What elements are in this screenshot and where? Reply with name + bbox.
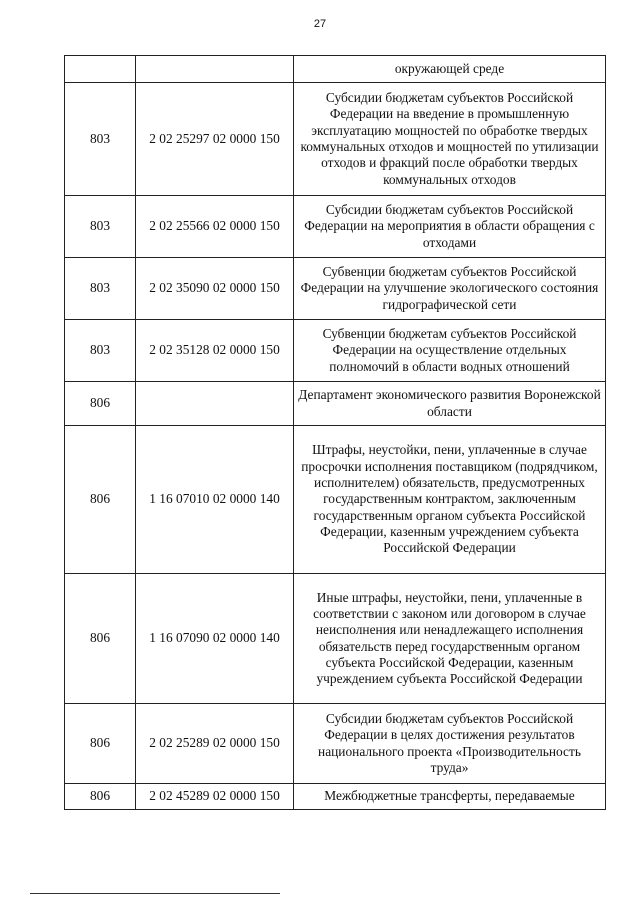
- budget-code-cell: 1 16 07010 02 0000 140: [136, 426, 294, 574]
- budget-code-cell: 2 02 35128 02 0000 150: [136, 320, 294, 382]
- revenue-name-cell: Субвенции бюджетам субъектов Российской Федерации на осуществление отдельных полномочий в области водных отношений: [294, 320, 606, 382]
- budget-code-cell: 1 16 07090 02 0000 140: [136, 574, 294, 704]
- budget-code-cell: 2 02 25297 02 0000 150: [136, 83, 294, 196]
- revenue-name-cell: Департамент экономического развития Воронежской области: [294, 382, 606, 426]
- table-row: [65, 704, 606, 784]
- budget-code-cell: 2 02 35090 02 0000 150: [136, 258, 294, 320]
- budget-code-cell: 2 02 45289 02 0000 150: [136, 784, 294, 810]
- admin-code-cell: 806: [65, 574, 136, 704]
- revenue-name-cell: Субсидии бюджетам субъектов Российской Федерации на введение в промышленную эксплуатацию мощностей по обработке твердых коммунальных отходов и мощностей по утилизации отходов и фракций после обработки твердых коммунальных отходов: [294, 83, 606, 196]
- budget-code-cell: 2 02 25566 02 0000 150: [136, 196, 294, 258]
- revenue-name-cell: Субсидии бюджетам субъектов Российской Федерации в целях достижения результатов национального проекта «Производительность труда»: [294, 704, 606, 784]
- page-number: 27: [313, 18, 327, 30]
- admin-code-cell: 806: [65, 704, 136, 784]
- table-row: [65, 320, 606, 382]
- table-row: [65, 56, 606, 83]
- revenue-name-cell: Субвенции бюджетам субъектов Российской Федерации на улучшение экологического состояния гидрографической сети: [294, 258, 606, 320]
- revenue-classification-table: [64, 55, 606, 810]
- admin-code-cell: 803: [65, 258, 136, 320]
- admin-code-cell: 806: [65, 382, 136, 426]
- table-row: [65, 83, 606, 196]
- table-row: [65, 574, 606, 704]
- budget-code-cell: [136, 56, 294, 83]
- admin-code-cell: 803: [65, 320, 136, 382]
- revenue-name-cell: Штрафы, неустойки, пени, уплаченные в случае просрочки исполнения поставщиком (подрядчиком, исполнителем) обязательств, предусмотренных государственным контрактом, заключенным государственным органом субъекта Российской Федерации, казенным учреждением субъекта Российской Федерации: [294, 426, 606, 574]
- table-row: [65, 426, 606, 574]
- revenue-name-cell: окружающей среде: [294, 56, 606, 83]
- table-row: [65, 258, 606, 320]
- admin-code-cell: 803: [65, 83, 136, 196]
- table-row: [65, 784, 606, 810]
- revenue-name-cell: Иные штрафы, неустойки, пени, уплаченные в соответствии с законом или договором в случае неисполнения или ненадлежащего исполнения обязательств перед государственным органом субъекта Российской Федерации, казенным учреждением субъекта Российской Федерации: [294, 574, 606, 704]
- table-row: [65, 196, 606, 258]
- table-row: [65, 382, 606, 426]
- admin-code-cell: 806: [65, 426, 136, 574]
- admin-code-cell: 803: [65, 196, 136, 258]
- revenue-name-cell: Субсидии бюджетам субъектов Российской Федерации на мероприятия в области обращения с отходами: [294, 196, 606, 258]
- budget-code-cell: 2 02 25289 02 0000 150: [136, 704, 294, 784]
- budget-code-cell: [136, 382, 294, 426]
- revenue-name-cell: Межбюджетные трансферты, передаваемые: [294, 784, 606, 810]
- admin-code-cell: 806: [65, 784, 136, 810]
- admin-code-cell: [65, 56, 136, 83]
- footer-divider: [30, 893, 280, 894]
